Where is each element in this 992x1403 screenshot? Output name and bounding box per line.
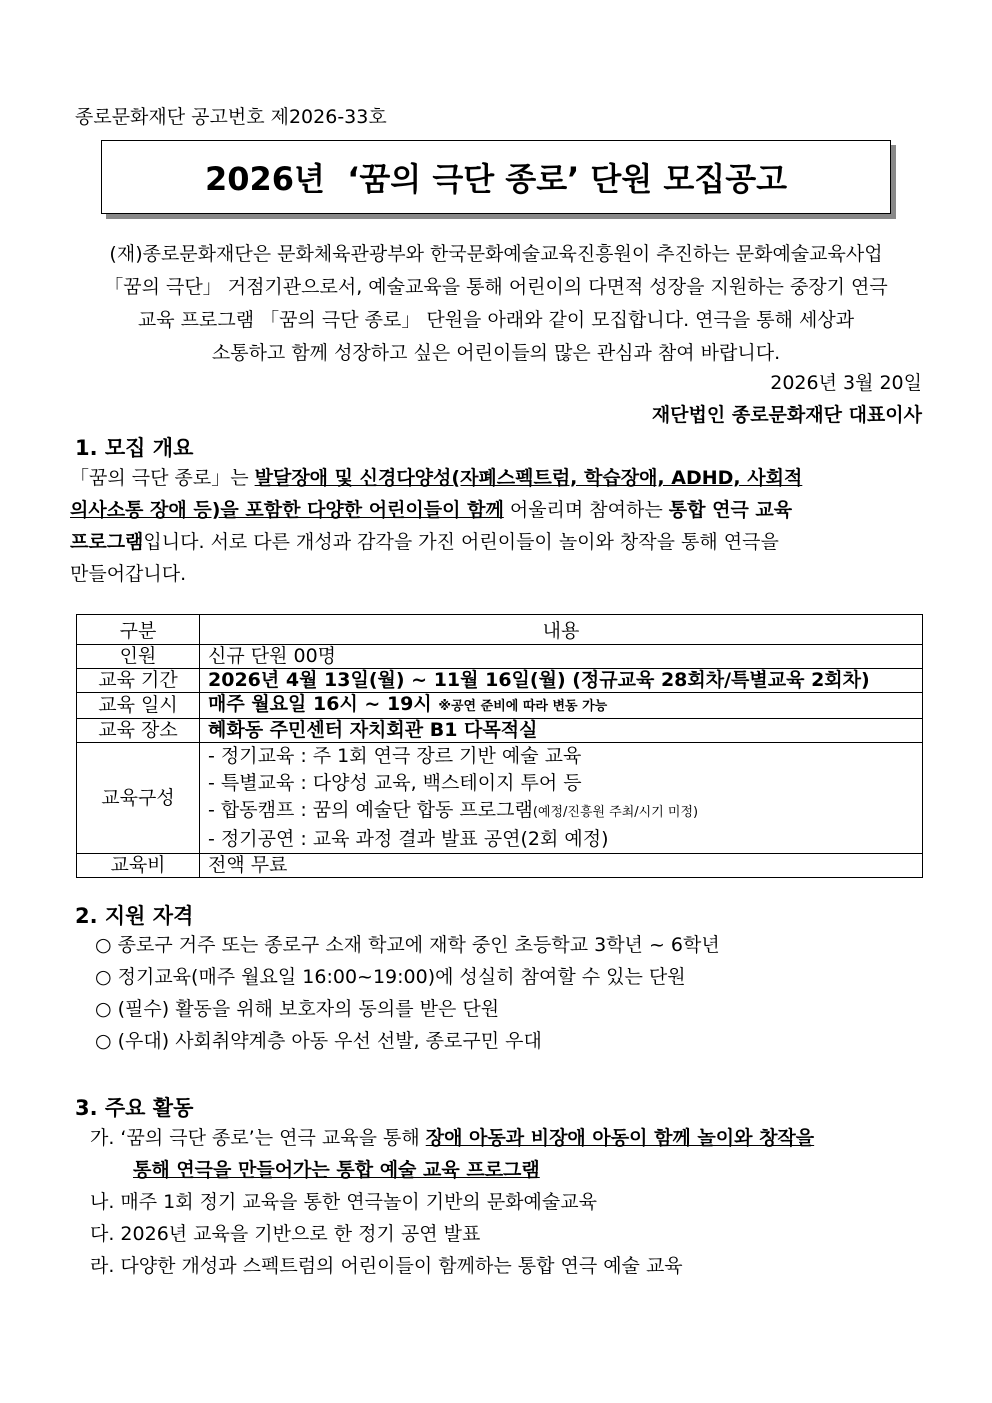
list-item: ○ (필수) 활동을 위해 보호자의 동의를 받은 단원 (95, 998, 500, 1020)
row-value: 매주 월요일 16시 ~ 19시 (208, 693, 439, 715)
text: 입니다. 서로 다른 개성과 감각을 가진 어린이들이 놀이와 창작을 통해 연극을 (143, 531, 779, 553)
list-item: ○ 정기교육(매주 월요일 16:00~19:00)에 성실히 참여할 수 있는 단원 (95, 966, 686, 988)
bold-text: 프로그램 (70, 531, 144, 553)
table-header: 내용 (200, 615, 923, 645)
table-row (77, 645, 923, 669)
row-value: 전액 무료 (200, 854, 923, 878)
list-item: 다. 2026년 교육을 기반으로 한 정기 공연 발표 (90, 1223, 481, 1245)
row-key: 교육구성 (77, 743, 200, 854)
section3-heading: 3. 주요 활동 (75, 1096, 194, 1120)
row-key: 교육 장소 (77, 719, 200, 743)
row-key: 교육비 (77, 854, 200, 878)
text: 어울리며 참여하는 (503, 499, 669, 521)
activities-list (90, 1122, 814, 1282)
table-row (77, 669, 923, 693)
table-row (77, 743, 923, 854)
intro-line: 소통하고 함께 성장하고 싶은 어린이들의 많은 관심과 참여 바랍니다. (211, 342, 781, 364)
text: 가. ‘꿈의 극단 종로’는 연극 교육을 통해 (90, 1127, 426, 1149)
notice-number: 종로문화재단 공고번호 제2026-33호 (75, 106, 387, 128)
underlined-text: 통해 연극을 만들어가는 통합 예술 교육 프로그램 (133, 1159, 540, 1181)
composition-note: (예정/진흥원 주최/시기 미정) (532, 805, 699, 820)
section1-heading: 1. 모집 개요 (75, 436, 194, 460)
row-value: 2026년 4월 13일(월) ~ 11월 16일(월) (정규교육 28회차/특별교육 2회차) (200, 669, 923, 693)
intro-line: 교육 프로그램 「꿈의 극단 종로」 단원을 아래와 같이 모집합니다. 연극을 통해 세상과 (137, 309, 855, 331)
row-key: 인원 (77, 645, 200, 669)
underlined-text: 의사소통 장애 등)을 포함한 다양한 어린이들이 함께 (70, 499, 504, 521)
title-text: 2026년 ‘꿈의 극단 종로’ 단원 모집공고 (204, 160, 788, 198)
page-title (101, 140, 891, 214)
table-header: 구분 (77, 615, 200, 645)
row-key: 교육 기간 (77, 669, 200, 693)
text: 「꿈의 극단 종로」는 (70, 467, 255, 489)
text: 만들어갑니다. (70, 563, 187, 585)
list-item: ○ 종로구 거주 또는 종로구 소재 학교에 재학 중인 초등학교 3학년 ~ 6학년 (95, 934, 720, 956)
composition-item: - 정기공연 : 교육 과정 결과 발표 공연(2회 예정) (208, 828, 609, 850)
row-value: 신규 단원 00명 (200, 645, 923, 669)
intro-paragraph (70, 238, 922, 370)
section2-heading: 2. 지원 자격 (75, 904, 194, 928)
signature: 재단법인 종로문화재단 대표이사 (651, 404, 922, 426)
underlined-text: 장애 아동과 비장애 아동이 함께 놀이와 창작을 (425, 1127, 815, 1149)
row-value: 혜화동 주민센터 자치회관 B1 다목적실 (200, 719, 923, 743)
composition-item: - 합동캠프 : 꿈의 예술단 합동 프로그램 (208, 799, 533, 821)
list-item: 나. 매주 1회 정기 교육을 통한 연극놀이 기반의 문화예술교육 (90, 1191, 597, 1213)
row-key: 교육 일시 (77, 693, 200, 719)
date: 2026년 3월 20일 (770, 372, 922, 394)
table-row (77, 854, 923, 878)
intro-line: 「꿈의 극단」 거점기관으로서, 예술교육을 통해 어린이의 다면적 성장을 지원하는 중장기 연극 (104, 276, 888, 298)
list-item: 라. 다양한 개성과 스펙트럼의 어린이들이 함께하는 통합 연극 예술 교육 (90, 1255, 683, 1277)
bold-text: 통합 연극 교육 (668, 499, 793, 521)
overview-table (76, 614, 923, 878)
intro-line: (재)종로문화재단은 문화체육관광부와 한국문화예술교육진흥원이 추진하는 문화예술교육사업 (109, 243, 883, 265)
table-row (77, 693, 923, 719)
underlined-text: 발달장애 및 신경다양성(자폐스펙트럼, 학습장애, ADHD, 사회적 (254, 467, 803, 489)
composition-item: - 정기교육 : 주 1회 연극 장르 기반 예술 교육 (208, 745, 582, 767)
row-note: ※공연 준비에 따라 변동 가능 (438, 699, 608, 714)
composition-item: - 특별교육 : 다양성 교육, 백스테이지 투어 등 (208, 772, 582, 794)
table-row (77, 719, 923, 743)
list-item: ○ (우대) 사회취약계층 아동 우선 선발, 종로구민 우대 (95, 1030, 542, 1052)
eligibility-list (95, 929, 720, 1057)
section1-paragraph (70, 462, 930, 590)
